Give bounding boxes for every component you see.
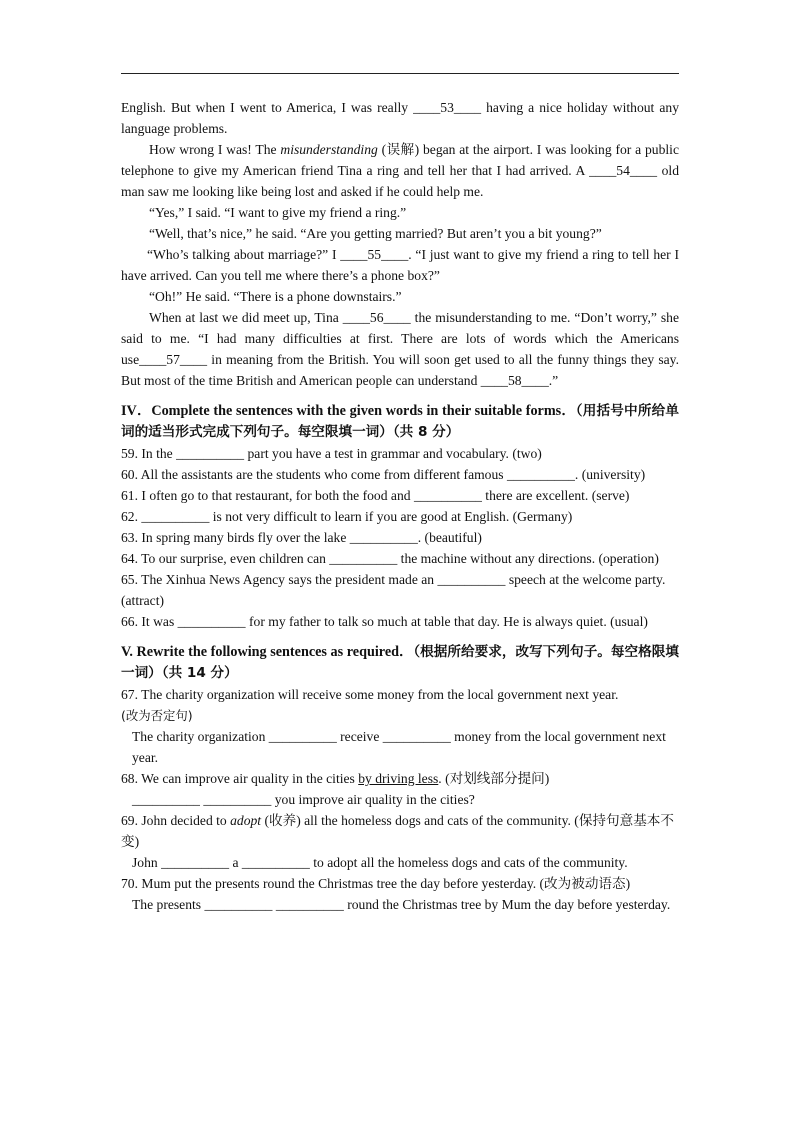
question-60: 60. All the assistants are the students who come from different famous __________. (university) xyxy=(121,467,646,482)
passage-paragraph: “Well, that’s nice,” he said. “Are you getting married? But aren’t you a bit young?” xyxy=(149,226,602,241)
passage-paragraph: “Yes,” I said. “I want to give my friend a ring.” xyxy=(149,205,407,220)
question-70-answer: The presents __________ __________ round the Christmas tree by Mum the day before yesterday. xyxy=(132,897,671,912)
section-4-heading: IV．Complete the sentences with the given words in their suitable forms．（用括号中所给单词的适当形式完成下列句子。每空限填一词）（共 8 分） xyxy=(121,403,679,440)
question-67: 67. The charity organization will receive some money from the local government next year. (改为否定句) xyxy=(121,687,619,723)
question-61: 61. I often go to that restaurant, for both the food and __________ there are excellent. (serve) xyxy=(121,488,630,503)
page-content xyxy=(121,97,679,915)
passage-paragraph: “Oh!” He said. “There is a phone downstairs.” xyxy=(149,289,402,304)
question-67-answer: The charity organization __________ receive __________ money from the local government next year. xyxy=(132,729,666,765)
question-69: 69. John decided to adopt (收养) all the homeless dogs and cats of the community. (保持句意基本不变) xyxy=(121,813,674,849)
question-68-answer: __________ __________ you improve air quality in the cities? xyxy=(132,792,475,807)
question-63: 63. In spring many birds fly over the lake __________. (beautiful) xyxy=(121,530,482,545)
section-5-heading: V. Rewrite the following sentences as required．（根据所给要求，改写下列句子。每空格限填一词）（共 14 分） xyxy=(121,644,680,681)
question-68: 68. We can improve air quality in the cities by driving less. (对划线部分提问) xyxy=(121,771,550,786)
passage-paragraph: How wrong I was! The misunderstanding (误解) began at the airport. I was looking for a public telephone to give my American friend Tina a ring and tell her that I had arrived. A ____54____ old man saw me looking like being lost and asked if he could help me. xyxy=(121,142,679,199)
question-62: 62. __________ is not very difficult to learn if you are good at English. (Germany) xyxy=(121,509,573,524)
passage-paragraph: When at last we did meet up, Tina ____56____ the misunderstanding to me. “Don’t worry,” she said to me. “I had many difficulties at first. There are lots of words which the Americans use____57____ in meaning from the British. You will soon get used to all the funny things they say. But most of the time British and American people can understand ____58____.” xyxy=(121,310,679,388)
passage-paragraph: English. But when I went to America, I was really ____53____ having a nice holiday without any language problems. xyxy=(121,100,679,136)
question-66: 66. It was __________ for my father to talk so much at table that day. He is always quiet. (usual) xyxy=(121,614,648,629)
header-rule xyxy=(121,73,679,74)
question-59: 59. In the __________ part you have a test in grammar and vocabulary. (two) xyxy=(121,446,542,461)
question-64: 64. To our surprise, even children can __________ the machine without any directions. (operation) xyxy=(121,551,659,566)
question-70: 70. Mum put the presents round the Christmas tree the day before yesterday. (改为被动语态) xyxy=(121,876,631,891)
question-65: 65. The Xinhua News Agency says the president made an __________ speech at the welcome party. (attract) xyxy=(121,572,666,608)
passage-paragraph: “Who’s talking about marriage?” I ____55____. “I just want to give my friend a ring to tell her I have arrived. Can you tell me where there’s a phone box?” xyxy=(121,247,679,283)
question-69-answer: John __________ a __________ to adopt all the homeless dogs and cats of the community. xyxy=(132,855,628,870)
